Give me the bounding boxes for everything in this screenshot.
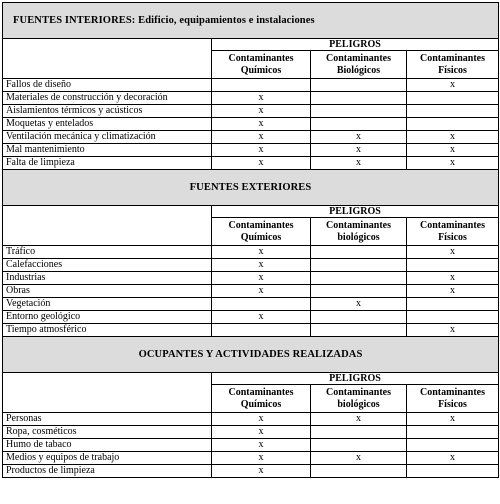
column-header-quimicos: Contaminantes Químicos bbox=[212, 51, 311, 79]
table-row bbox=[3, 413, 499, 426]
row-label: Tiempo atmosférico bbox=[3, 324, 212, 337]
row-label: Obras bbox=[3, 285, 212, 298]
row-label: Calefacciones bbox=[3, 259, 212, 272]
table-row bbox=[3, 439, 499, 452]
hazard-mark-cell bbox=[311, 259, 407, 272]
hazards-header-row bbox=[3, 206, 499, 218]
hazard-mark-cell bbox=[407, 465, 499, 478]
hazard-mark-cell: x bbox=[212, 157, 311, 170]
empty-corner-cell bbox=[3, 206, 212, 246]
column-header-biologicos: Contaminantes Biológicos bbox=[311, 51, 407, 79]
table-row bbox=[3, 246, 499, 259]
table-row bbox=[3, 157, 499, 170]
empty-corner-cell bbox=[3, 39, 212, 79]
hazards-header: PELIGROS bbox=[212, 39, 499, 51]
hazard-mark-cell: x bbox=[212, 118, 311, 131]
hazard-mark-cell: x bbox=[407, 246, 499, 259]
hazard-mark-cell bbox=[407, 92, 499, 105]
row-label: Mal mantenimiento bbox=[3, 144, 212, 157]
row-label: Moquetas y entelados bbox=[3, 118, 212, 131]
hazard-mark-cell bbox=[212, 298, 311, 311]
hazards-header-row bbox=[3, 373, 499, 385]
row-label: Aislamientos térmicos y acústicos bbox=[3, 105, 212, 118]
hazard-mark-cell bbox=[407, 259, 499, 272]
hazard-mark-cell bbox=[311, 79, 407, 92]
hazard-mark-cell bbox=[407, 311, 499, 324]
hazard-mark-cell: x bbox=[407, 157, 499, 170]
hazard-mark-cell bbox=[311, 426, 407, 439]
row-label: Personas bbox=[3, 413, 212, 426]
section-title: OCUPANTES Y ACTIVIDADES REALIZADAS bbox=[3, 337, 499, 373]
table-row bbox=[3, 426, 499, 439]
table-row bbox=[3, 131, 499, 144]
table-row bbox=[3, 298, 499, 311]
hazard-mark-cell bbox=[212, 324, 311, 337]
section-title: FUENTES EXTERIORES bbox=[3, 170, 499, 206]
hazard-mark-cell bbox=[407, 298, 499, 311]
hazard-mark-cell: x bbox=[212, 92, 311, 105]
row-label: Ropa, cosméticos bbox=[3, 426, 212, 439]
hazard-mark-cell: x bbox=[407, 324, 499, 337]
column-header-fisicos: Contaminantes Físicos bbox=[407, 51, 499, 79]
empty-corner-cell bbox=[3, 373, 212, 413]
row-label: Productos de limpieza bbox=[3, 465, 212, 478]
row-label: Materiales de construcción y decoración bbox=[3, 92, 212, 105]
hazard-mark-cell bbox=[407, 105, 499, 118]
row-label: Medios y equipos de trabajo bbox=[3, 452, 212, 465]
table-row bbox=[3, 118, 499, 131]
hazard-mark-cell: x bbox=[212, 426, 311, 439]
hazard-mark-cell: x bbox=[212, 105, 311, 118]
column-header-quimicos: Contaminantes Químicos bbox=[212, 385, 311, 413]
hazard-mark-cell: x bbox=[311, 413, 407, 426]
table-row bbox=[3, 259, 499, 272]
hazard-mark-cell bbox=[311, 439, 407, 452]
table-row bbox=[3, 144, 499, 157]
hazard-mark-cell: x bbox=[212, 285, 311, 298]
hazard-mark-cell: x bbox=[212, 439, 311, 452]
hazard-mark-cell: x bbox=[407, 413, 499, 426]
hazard-mark-cell bbox=[212, 79, 311, 92]
hazard-mark-cell: x bbox=[407, 79, 499, 92]
hazard-mark-cell bbox=[311, 465, 407, 478]
row-label: Industrias bbox=[3, 272, 212, 285]
hazard-mark-cell: x bbox=[212, 144, 311, 157]
column-header-biologicos: Contaminantes biológicos bbox=[311, 385, 407, 413]
hazard-mark-cell bbox=[407, 426, 499, 439]
hazard-mark-cell bbox=[311, 105, 407, 118]
table-row bbox=[3, 285, 499, 298]
hazard-mark-cell bbox=[311, 92, 407, 105]
row-label: Fallos de diseño bbox=[3, 79, 212, 92]
section-title-row bbox=[3, 337, 499, 373]
column-header-fisicos: Contaminantes Físicos bbox=[407, 218, 499, 246]
hazard-mark-cell: x bbox=[212, 452, 311, 465]
hazard-mark-cell bbox=[311, 246, 407, 259]
hazard-mark-cell: x bbox=[212, 131, 311, 144]
hazard-mark-cell: x bbox=[311, 144, 407, 157]
hazard-mark-cell: x bbox=[212, 246, 311, 259]
table-row bbox=[3, 79, 499, 92]
table-row bbox=[3, 311, 499, 324]
column-header-quimicos: Contaminantes Químicos bbox=[212, 218, 311, 246]
column-header-biologicos: Contaminantes biológicos bbox=[311, 218, 407, 246]
hazard-mark-cell: x bbox=[407, 144, 499, 157]
hazard-mark-cell bbox=[311, 324, 407, 337]
hazard-mark-cell: x bbox=[212, 311, 311, 324]
hazard-mark-cell: x bbox=[212, 465, 311, 478]
section-title: FUENTES INTERIORES: Edificio, equipamientos e instalaciones bbox=[3, 3, 499, 39]
row-label: Entorno geológico bbox=[3, 311, 212, 324]
table-row bbox=[3, 105, 499, 118]
hazards-header: PELIGROS bbox=[212, 373, 499, 385]
hazard-mark-cell: x bbox=[212, 259, 311, 272]
section-title-row bbox=[3, 170, 499, 206]
hazards-header: PELIGROS bbox=[212, 206, 499, 218]
hazard-mark-cell: x bbox=[407, 131, 499, 144]
row-label: Vegetación bbox=[3, 298, 212, 311]
hazard-mark-cell: x bbox=[407, 285, 499, 298]
column-header-fisicos: Contaminantes Físicos bbox=[407, 385, 499, 413]
hazard-mark-cell bbox=[311, 285, 407, 298]
hazard-mark-cell: x bbox=[407, 452, 499, 465]
table-row bbox=[3, 452, 499, 465]
hazard-mark-cell: x bbox=[311, 131, 407, 144]
hazard-mark-cell bbox=[311, 311, 407, 324]
row-label: Ventilación mecánica y climatización bbox=[3, 131, 212, 144]
hazard-mark-cell: x bbox=[212, 413, 311, 426]
hazards-header-row bbox=[3, 39, 499, 51]
hazard-sources-table bbox=[2, 2, 499, 478]
hazard-mark-cell: x bbox=[311, 298, 407, 311]
hazard-mark-cell bbox=[407, 439, 499, 452]
section-title-row bbox=[3, 3, 499, 39]
hazard-mark-cell bbox=[311, 118, 407, 131]
table-body bbox=[3, 3, 499, 478]
hazard-mark-cell: x bbox=[407, 272, 499, 285]
row-label: Tráfico bbox=[3, 246, 212, 259]
table-row bbox=[3, 92, 499, 105]
row-label: Humo de tabaco bbox=[3, 439, 212, 452]
row-label: Falta de limpieza bbox=[3, 157, 212, 170]
table-row bbox=[3, 465, 499, 478]
table-row bbox=[3, 272, 499, 285]
hazard-mark-cell: x bbox=[212, 272, 311, 285]
hazard-mark-cell: x bbox=[311, 452, 407, 465]
hazard-mark-cell bbox=[311, 272, 407, 285]
table-row bbox=[3, 324, 499, 337]
hazard-mark-cell bbox=[407, 118, 499, 131]
hazard-mark-cell: x bbox=[311, 157, 407, 170]
